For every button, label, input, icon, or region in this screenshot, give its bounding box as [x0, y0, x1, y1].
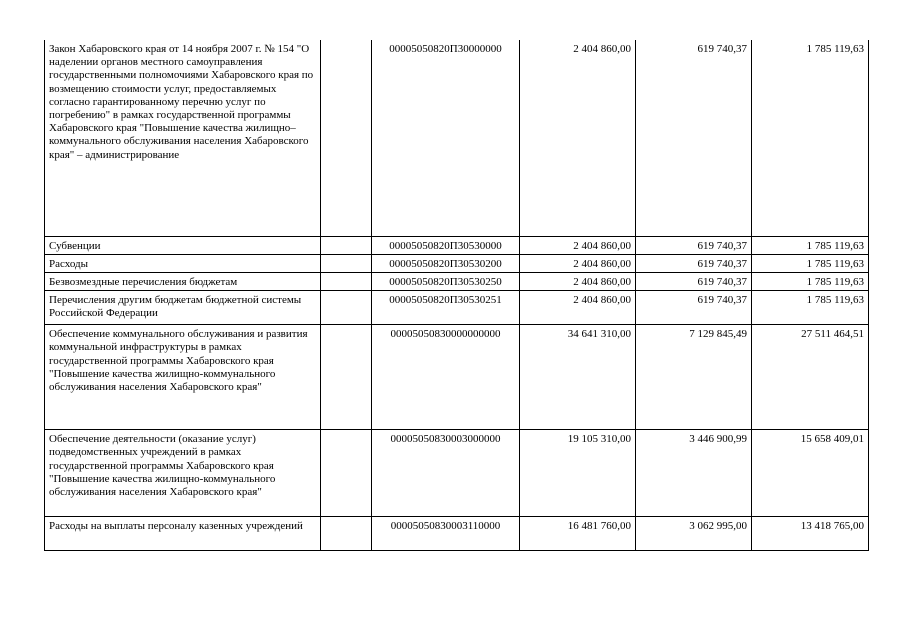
row-value-2: 619 740,37	[636, 291, 752, 325]
row-value-3: 1 785 119,63	[752, 236, 869, 254]
table-row	[45, 291, 869, 325]
row-code: 00005050820П30530000	[372, 236, 520, 254]
row-code: 00005050830000000000	[372, 325, 520, 430]
row-code: 00005050820П30530251	[372, 291, 520, 325]
table-row	[45, 236, 869, 254]
row-value-1: 2 404 860,00	[520, 291, 636, 325]
row-code: 00005050820П30530250	[372, 272, 520, 290]
blank-cell	[321, 291, 372, 325]
row-value-3: 1 785 119,63	[752, 272, 869, 290]
row-value-2: 7 129 845,49	[636, 325, 752, 430]
table-row	[45, 40, 869, 236]
row-value-1: 19 105 310,00	[520, 430, 636, 517]
row-value-3: 15 658 409,01	[752, 430, 869, 517]
row-value-3: 13 418 765,00	[752, 517, 869, 551]
row-value-2: 3 062 995,00	[636, 517, 752, 551]
row-code: 00005050820П30530200	[372, 254, 520, 272]
row-value-2: 619 740,37	[636, 272, 752, 290]
row-value-1: 2 404 860,00	[520, 254, 636, 272]
row-name: Субвенции	[45, 236, 321, 254]
row-value-3: 1 785 119,63	[752, 291, 869, 325]
budget-table	[44, 40, 869, 551]
blank-cell	[321, 254, 372, 272]
row-code: 00005050830003110000	[372, 517, 520, 551]
row-value-1: 2 404 860,00	[520, 236, 636, 254]
row-value-2: 619 740,37	[636, 40, 752, 236]
row-name: Расходы	[45, 254, 321, 272]
row-code: 00005050820П30000000	[372, 40, 520, 236]
row-name: Безвозмездные перечисления бюджетам	[45, 272, 321, 290]
table-row	[45, 254, 869, 272]
row-name: Обеспечение коммунального обслуживания и развития коммунальной инфраструктуры в рамках государственной программы Хабаровского края "Повышение качества жилищно-коммунального обслуживания населения Хабаровского края"	[45, 325, 321, 430]
row-value-2: 3 446 900,99	[636, 430, 752, 517]
row-value-1: 34 641 310,00	[520, 325, 636, 430]
row-value-3: 27 511 464,51	[752, 325, 869, 430]
table-row	[45, 272, 869, 290]
blank-cell	[321, 272, 372, 290]
blank-cell	[321, 325, 372, 430]
row-value-3: 1 785 119,63	[752, 40, 869, 236]
row-value-1: 2 404 860,00	[520, 272, 636, 290]
row-name: Расходы на выплаты персоналу казенных учреждений	[45, 517, 321, 551]
row-value-1: 2 404 860,00	[520, 40, 636, 236]
row-name: Перечисления другим бюджетам бюджетной системы Российской Федерации	[45, 291, 321, 325]
row-name: Обеспечение деятельности (оказание услуг) подведомственных учреждений в рамках государственной программы Хабаровского края "Повышение качества жилищно-коммунального обслуживания населения Хабаровского края"	[45, 430, 321, 517]
blank-cell	[321, 236, 372, 254]
table-row	[45, 517, 869, 551]
table-row	[45, 325, 869, 430]
table-row	[45, 430, 869, 517]
row-code: 00005050830003000000	[372, 430, 520, 517]
blank-cell	[321, 430, 372, 517]
row-value-2: 619 740,37	[636, 254, 752, 272]
row-value-1: 16 481 760,00	[520, 517, 636, 551]
row-name: Закон Хабаровского края от 14 ноября 2007 г. № 154 "О наделении органов местного самоуправления государственными полномочиями Хабаровского края по возмещению стоимости услуг, предоставляемых согласно гарантированному перечню услуг по погребению" в рамках государственной программы Хабаровского края "Повышение качества жилищно–коммунального обслуживания населения Хабаровского края" – администрирование	[45, 40, 321, 236]
blank-cell	[321, 40, 372, 236]
row-value-2: 619 740,37	[636, 236, 752, 254]
row-value-3: 1 785 119,63	[752, 254, 869, 272]
blank-cell	[321, 517, 372, 551]
